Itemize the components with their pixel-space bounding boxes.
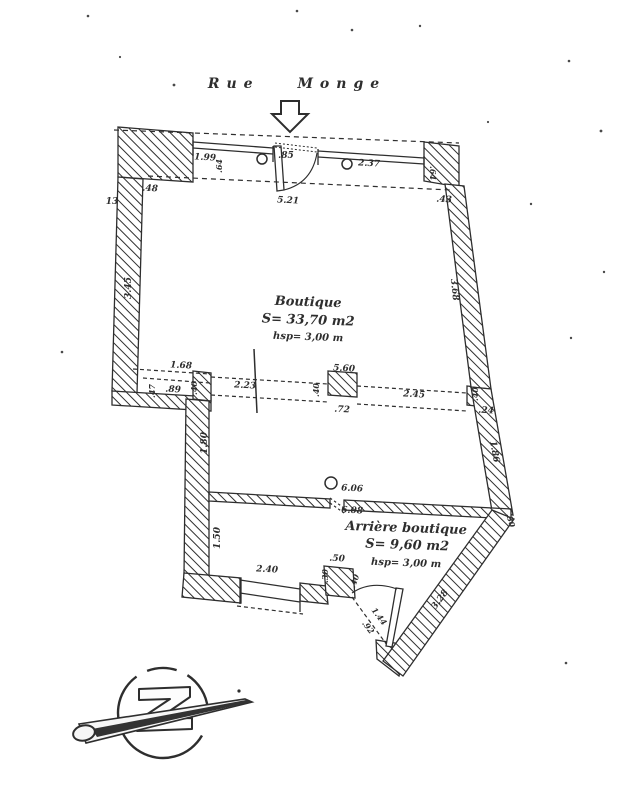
column-icon xyxy=(257,154,267,164)
bottom-window-outer xyxy=(240,580,300,589)
dim-label: 2.45 xyxy=(402,389,426,401)
dim-label: .40 xyxy=(189,381,199,395)
back-door-swing-arc xyxy=(352,585,397,593)
dim-label: 1.44 xyxy=(369,605,390,627)
dim-label: .85 xyxy=(278,151,294,161)
dim-label: 1.80 xyxy=(200,432,210,454)
dim-label: .64 xyxy=(428,166,438,180)
compass-dot xyxy=(237,689,240,692)
bottom-window-dashed xyxy=(237,606,303,614)
room-name-arriere-boutique: Arrière boutique xyxy=(345,518,468,539)
bottom-window xyxy=(240,578,300,612)
dim-label: .47 xyxy=(147,384,157,398)
dim-label: 1.86 xyxy=(487,439,501,464)
walls xyxy=(112,127,514,676)
room-area-arriere-boutique: S= 9,60 m2 xyxy=(364,536,450,555)
dim-label: .92 xyxy=(360,618,377,636)
dim-label: .24 xyxy=(478,405,495,417)
room-height-boutique: hsp= 3,00 m xyxy=(272,330,344,345)
wall-back-right xyxy=(344,500,511,519)
dim-label: 1.68 xyxy=(169,360,193,372)
room-area-boutique: S= 33,70 m2 xyxy=(261,311,355,330)
dim-label: 3.45 xyxy=(124,277,134,299)
dim-label: 5.60 xyxy=(332,363,356,375)
street-name-label: Rue Monge xyxy=(207,76,387,92)
wall-lower-left xyxy=(184,399,209,577)
storefront-window-right xyxy=(318,151,424,158)
dim-label: .43 xyxy=(436,194,453,206)
dim-label: 3.68 xyxy=(447,278,461,302)
dim-label: .72 xyxy=(334,404,351,416)
wall-bottom-left xyxy=(182,573,241,603)
partition-dashed-lower-right xyxy=(357,404,467,411)
bottom-window-inner xyxy=(240,593,300,602)
wall-top-right-block xyxy=(424,142,459,187)
room-name-boutique: Boutique xyxy=(274,293,342,312)
dim-label: .40 xyxy=(311,383,321,397)
storefront-window-left xyxy=(193,142,273,148)
partition-dashed-upper-left xyxy=(211,377,328,384)
column-icon xyxy=(342,159,352,169)
wall-partition-pillar xyxy=(328,371,357,397)
wall-back-left xyxy=(209,492,330,508)
room-labels xyxy=(261,294,467,570)
dim-label: .64 xyxy=(214,159,224,173)
dim-label: 3.28 xyxy=(429,588,451,612)
entrance-arrow-icon xyxy=(272,101,308,132)
dim-label: .89 xyxy=(165,384,182,396)
dim-label: .40 xyxy=(470,387,480,401)
column-icon xyxy=(325,477,337,489)
dim-label: .50 xyxy=(329,553,346,565)
dim-label: .30 xyxy=(320,569,330,583)
dim-label: 13 xyxy=(105,197,119,207)
dim-label: 5.21 xyxy=(276,195,300,207)
dim-label: .48 xyxy=(142,183,159,195)
wall-bottom-mid xyxy=(300,583,328,604)
dim-label: .40 xyxy=(347,572,362,590)
dim-label: 6.08 xyxy=(340,505,364,517)
dim-label: 1.99 xyxy=(193,152,217,164)
room-height-arriere-boutique: hsp= 3,00 m xyxy=(370,556,442,571)
dim-label: 2.23 xyxy=(233,380,257,392)
dim-label: 2.40 xyxy=(255,564,279,576)
wall-top-left-block xyxy=(118,127,193,182)
dim-label: 2.37 xyxy=(357,158,381,170)
storefront xyxy=(193,140,424,191)
dim-label: 6.06 xyxy=(340,483,364,495)
north-compass-icon xyxy=(72,652,252,775)
dim-label: .30 xyxy=(504,512,518,529)
dim-label: 1.50 xyxy=(213,527,223,549)
